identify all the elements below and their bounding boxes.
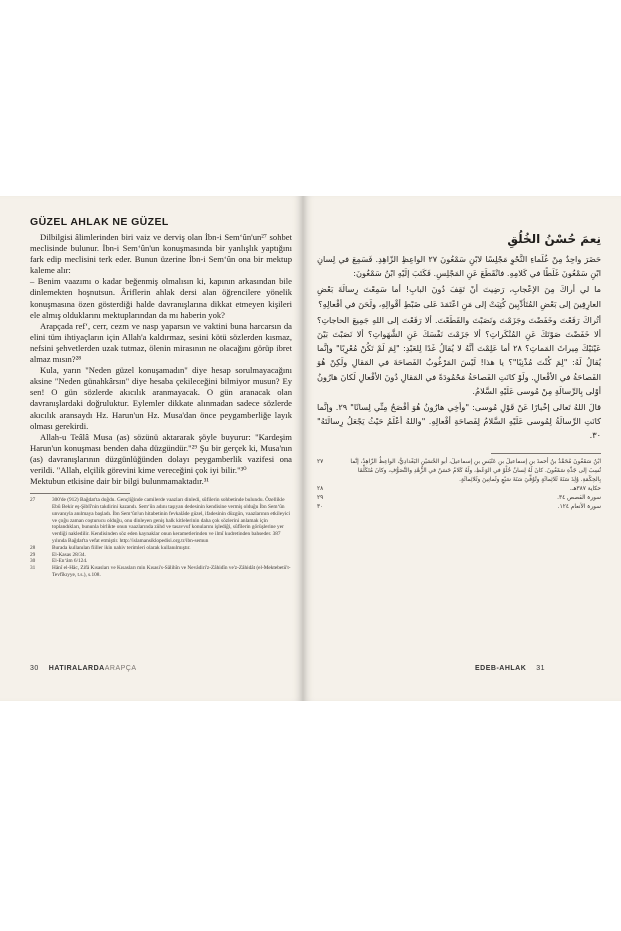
footnote bbox=[30, 545, 292, 552]
footnote-text: El-En‘âm 6/124. bbox=[52, 558, 88, 565]
footnote-number: 28 bbox=[30, 544, 36, 551]
footnote bbox=[30, 565, 292, 579]
footnote-number: 27 bbox=[30, 497, 36, 504]
right-page-heading: نِعمَ حُسْنُ الخُلُقِ bbox=[507, 232, 601, 246]
left-paragraph-3: Arapçada ref‘, cerr, cezm ve nasp yaparsın ve vaktini buna harcarsın da elini tüm ihtiyaçların için Allah'a kaldırmaz, sesini kötü sözlerden kısmaz, nefsini şehvetlerden uzak tutmaz, ölenin mirasının ne olacağını görüp ibret almaz mısın?²⁸ bbox=[30, 320, 292, 365]
left-paragraph-5: Allah-u Teâlâ Musa (as) sözünü aktararak şöyle buyurur: "Kardeşim Harun'un konuşması benden daha düzgündür."²⁹ Şu bir gerçek ki, Musa'nın (as) davranışlarının düzgünlüğünden dolayı peygamberlik vazifesi ona verildi. "Allah, elçilik görevini kime vereceğini çok iyi bilir."³⁰ bbox=[30, 431, 292, 475]
left-text-column bbox=[30, 216, 292, 579]
footnote-text: 300'de (912) Bağdat'ta doğdu. Gençliğinde camilerde vaazları dinledi, sûfilerin sohbetinde bulundu. Özellikle Ebû Bekir eş-Şiblî'nin takdirini kazandı. Sem‘ûn adını taşıyan dedesinin kendisine vermiş olduğu İbn Sem‘ûn unvanıyla anılmaya başladı. İbn Sem‘ûn'un hitabetinin fevkalâde güzel, ifadesinin düzgün, vaazlarının etkileyici ve çoğu zaman coşturucu olduğu, onu dinleyen geniş halk kitlelerinin daha çok sözlerini anlamak için toplandıkları, bununla birlikte onun vaazlarında zühd ve tasavvuf konularını işlediği, sûfîlerin görüşlerine yer verdiği nakledilir. Kendisinden söz eden kaynaklar onun kerametlerinden ve ilmî kudretinden bahseder. 387 yılında Bağdat'ta vefat etmiştir. http://islamansiklopedisi.org.tr/ibn-semun bbox=[52, 497, 291, 544]
left-paragraph-4: Kula, yarın "Neden güzel konuşamadın" diye hesap sorulmayacağını aksine "Neden günahkârsın" diye hesaba çekileceğini bilmiyor musun? Ey sen! O gün sözlerde akıcılık aranmayacak. O gün aranacak olan davranışlardaki doğruluktur. Eylemler dikkate alınmadan sadece sözlerde akıcılık aransaydı Hz. Harun'un Hz. Musa'dan önce peygamberliğe layık olması gerekirdi. bbox=[30, 365, 292, 431]
footnote bbox=[317, 503, 601, 512]
footnote-number: 30 bbox=[30, 558, 36, 565]
left-paragraph-1: Dilbilgisi âlimlerinden biri vaiz ve derviş olan İbn-i Sem‘ûn'un²⁷ sohbet meclisinde bulunur. İbn-i Sem‘ûn'un konuşmasında bir yanlışlık yaptığını fark edip meclisini terk eder. Bunun üzerine İbn-i Sem‘ûn ona bir mektup kaleme alır: bbox=[30, 232, 292, 276]
page-number: 31 bbox=[536, 665, 546, 672]
footnote bbox=[317, 458, 601, 485]
footnote-text: Burada kullanılan fiiller ikin nahiv terimleri olarak kullanılmıştır. bbox=[52, 544, 191, 551]
footnote bbox=[317, 485, 601, 494]
left-page-heading: GÜZEL AHLAK NE GÜZEL bbox=[30, 216, 169, 228]
left-paragraph-6: Mektubun etkisine dair bir bilgi bulunmamaktadır.³¹ bbox=[30, 476, 209, 487]
right-paragraph-4: قالَ اللهُ تَعالى إخْبارًا عَنْ قَوْلِ مُوسى: "وأخِي هارُونُ هُوَ أفْصَحُ مِنِّي لِسانًا" ٢٩. وإنَّما كانَتِ الرِّسالَةُ لِمُوسى عَلَيْهِ السَّلامُ لِفَصاحَةِ أفْعالِهِ. "واللهُ أعْلَمُ حَيْثُ يَجْعَلُ رِسالَتَهُ" ٣٠. bbox=[317, 402, 601, 441]
footnote-text: سورة القصص ٣٤. bbox=[557, 494, 601, 501]
left-page-footer bbox=[30, 665, 137, 672]
footnote-text: ابْنُ سَمْعُونَ مُحَمَّدُ بنُ أحمدَ بنِ إسماعيلَ بنِ عَنْبَسِ بنِ إسماعيلَ، أبو الحُسَيْنِ البَغْدادِيُّ، الواعِظُ الزّاهِدُ، إنَّما نُسِبَ إلى جَدِّهِ سَمْعُونَ. كانَ لَهُ لِسانٌ حُلْوٌ في الوَعْظِ، ولَهُ كَلامٌ حَسَنٌ في الزُّهْدِ والتَّصَوُّفِ، وكانَ مُتَكَلِّمًا بِالحِكْمَةِ. وُلِدَ سَنَةَ ثَلاثِمائَةٍ وتُوُفِّيَ سَنَةَ سَبْعٍ وثَمانِينَ وثَلاثِمائَةٍ. bbox=[350, 458, 601, 483]
left-page bbox=[0, 196, 303, 701]
footnote-text: El-Kasas 28/34. bbox=[52, 551, 86, 558]
footnote bbox=[30, 497, 292, 545]
right-text-column bbox=[317, 232, 601, 512]
right-page bbox=[303, 196, 621, 701]
left-paragraph-2: – Benim vaazımı o kadar beğenmiş olmalısın ki, kapının arkasından bile dinlemekten hoşnutsun. Âriflerin ahlak dersi alan öğrencilere yönelik konuşmasına özen gösterdiği halde davranışlarına dikkat etmeyen kişileri ele almış olduklarını mektuplarından da mı haberin yok? bbox=[30, 276, 292, 320]
right-paragraph-2: ما لي أراكَ مِنَ الإعْجابِ، رَضِيتَ أنْ تَقِفَ دُونَ البابِ! أما سَمِعْتَ رِسالَةَ بَعْضِ العارِفِينَ إلى بَعْضِ المُتَأدِّبِينَ كُتِبَتْ إلى مَنِ اعْتَمَدَ عَلى ضَبْطِ أقْوالِهِ، ولَحَنَ في أفْعالِهِ؟ bbox=[317, 284, 601, 309]
right-paragraph-3: أتُراكَ رَفَعْتَ وخَفَضْتَ وجَزَمْتَ ونَصَبْتَ والقَطَعْتَ. ألا رَفَعْتَ إلى اللهِ جَمِيعَ الحاجاتِ؟ ألا خَفَضْتَ صَوْتَكَ عَنِ المُنْكَراتِ؟ ألا جَزَمْتَ نَفْسَكَ عَنِ الشَّهَواتِ؟ ألا نَصَبْتَ بَيْنَ عَيْنَيْكَ مِيراثَ المَماتِ؟ ٢٨ أما عَلِمْتَ أنَّهُ لا يُقالُ غَدًا لِلعَبْدِ: "لِمَ لَمْ تَكُنْ مُعْرِبًا" وإنَّما يُقالُ لَهُ: "لِمَ كُنْتَ مُذْنِبًا"؟ يا هذا! لَيْسَ المَرْغُوبُ الفَصاحَةَ في المَقالِ ولَكِنْ هُوَ الفَصاحَةُ في الأفْعالِ. ولَوْ كانَتِ الفَصاحَةُ مَحْمُودَةً في المَقالِ دُونَ الأفْعالِ لَكانَ هارُونُ أوْلى بِالرِّسالَةِ مِنْ مُوسى عَلَيْهِ السَّلامُ. bbox=[317, 314, 601, 396]
running-head-light: ARAPÇA bbox=[104, 665, 137, 672]
footnote-number: 31 bbox=[30, 565, 36, 572]
footnote-divider bbox=[30, 493, 130, 494]
footnote-text: Hânî el-Hâc, Zifâ Kısasları ve Kısasları min Kısasi's-Sâlihîn ve Nevâdiri'z-Zâhidîn ve'z-Zâhidât (el-Mektebetü't-Tevfîkıyye, t.s.), s.108. bbox=[52, 565, 291, 578]
footnote-number: ٣٠ bbox=[317, 503, 324, 510]
running-head: EDEB-AHLAK bbox=[475, 665, 527, 672]
right-paragraph-1: حَضَرَ واحِدٌ مِنْ عُلَماءِ النَّحْوِ مَجْلِسًا لابْنِ سَمْعُونَ ٢٧ الواعِظِ الزّاهِدِ. فَسَمِعَ في لِسانِ ابْنِ سَمْعُونَ غَلَطًا في كَلامِهِ. فانْقَطَعَ عَنِ المَجْلِسِ. فَكَتَبَ إلَيْهِ ابْنُ سَمْعُونَ: bbox=[317, 254, 602, 279]
page-number: 30 bbox=[30, 665, 39, 672]
footnote-number: ٢٧ bbox=[317, 458, 324, 465]
footnote-number: 29 bbox=[30, 551, 36, 558]
footnote-divider bbox=[491, 453, 601, 454]
footnote-number: ٢٩ bbox=[317, 494, 324, 501]
footnote-text: حكاية ٣٨٧هـ. bbox=[569, 485, 601, 492]
footnote bbox=[317, 494, 601, 503]
right-page-footer bbox=[475, 665, 545, 672]
footnote-number: ٢٨ bbox=[317, 485, 324, 492]
footnote-text: سورة الأنعام ١٢٤. bbox=[557, 503, 601, 510]
running-head-bold: HATIRALARDA bbox=[48, 665, 105, 672]
